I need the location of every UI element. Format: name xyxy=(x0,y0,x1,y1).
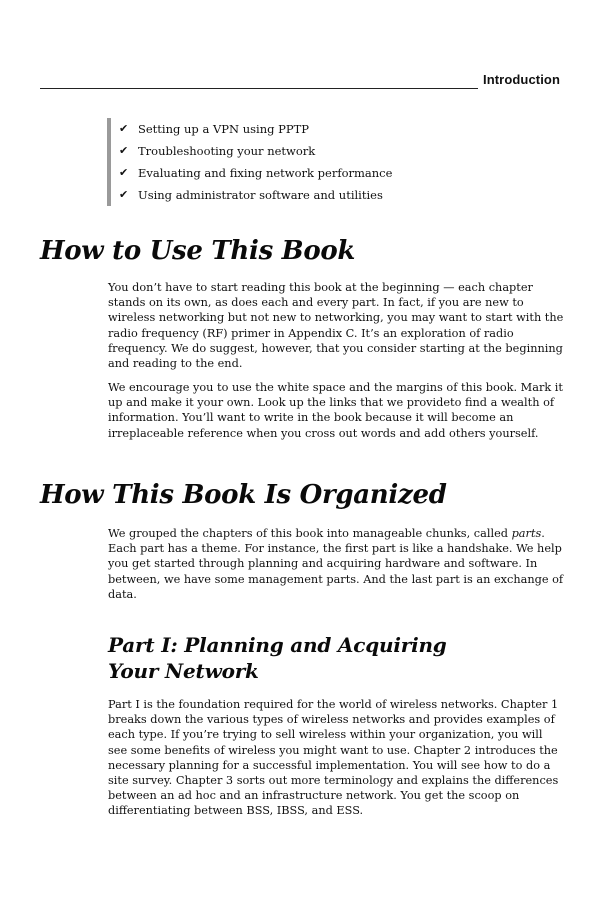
checkmark-icon: ✔ xyxy=(119,166,129,179)
subsection-heading-part1 xyxy=(108,632,447,684)
bullet-list xyxy=(107,118,519,206)
paragraph-text: . Each part has a theme. For instance, the first part is like a handshake. We help you get started through planning and acquiring hardware and software. In between, we have some management parts. And the last part is an exchange of data. xyxy=(108,527,564,601)
paragraph-text: We grouped the chapters of this book into manageable chunks, called xyxy=(108,527,512,540)
checkmark-icon: ✔ xyxy=(119,122,129,135)
bullet-text: Evaluating and fixing network performance xyxy=(138,166,393,180)
paragraph-part1: Part I is the foundation required for the world of wireless networks. Chapter 1 breaks down the various types of wireless networks and provides examples of each type. If you’re trying to sell wireless within your organization, you will see some benefits of wireless you might want to use. Chapter 2 introduces the necessary planning for a successful implementation. You will see how to do a site survey. Chapter 3 sorts out more terminology and explains the differences between an ad hoc and an infrastructure network. You get the scoop on differentiating between BSS, IBSS, and ESS. xyxy=(108,698,559,818)
section-heading-how-to-use: How to Use This Book xyxy=(40,236,356,266)
bullet-text: Setting up a VPN using PPTP xyxy=(138,122,310,136)
list-item xyxy=(119,118,519,140)
list-item xyxy=(119,184,519,206)
bullet-text: Using administrator software and utilities xyxy=(138,188,383,202)
paragraph-how-to-use-2: We encourage you to use the white space and the margins of this book. Mark it up and make it your own. Look up the links that we provideto find a wealth of information. You’ll want to write in the book because it will become an irreplaceable reference when you cross out words and add others yourself. xyxy=(108,381,563,440)
list-item xyxy=(119,140,519,162)
emphasis-parts: parts xyxy=(511,527,542,540)
list-item xyxy=(119,162,519,184)
bullet-text: Troubleshooting your network xyxy=(138,144,316,158)
checkmark-icon: ✔ xyxy=(119,188,129,201)
checkmark-icon: ✔ xyxy=(119,144,129,157)
paragraph-organized xyxy=(108,526,564,602)
subsection-heading-line: Your Network xyxy=(108,659,259,683)
header-rule xyxy=(40,88,478,89)
section-heading-organized: How This Book Is Organized xyxy=(40,480,447,510)
running-head: Introduction xyxy=(483,72,561,87)
subsection-heading-line: Part I: Planning and Acquiring xyxy=(108,633,447,657)
paragraph-how-to-use-1: You don’t have to start reading this book at the beginning — each chapter stands on its own, as does each and every part. In fact, if you are new to wireless networking but not new to networking, you may want to start with the radio frequency (RF) primer in Appendix C. It’s an exploration of radio frequency. We do suggest, however, that you consider starting at the beginning and reading to the end. xyxy=(108,281,564,371)
